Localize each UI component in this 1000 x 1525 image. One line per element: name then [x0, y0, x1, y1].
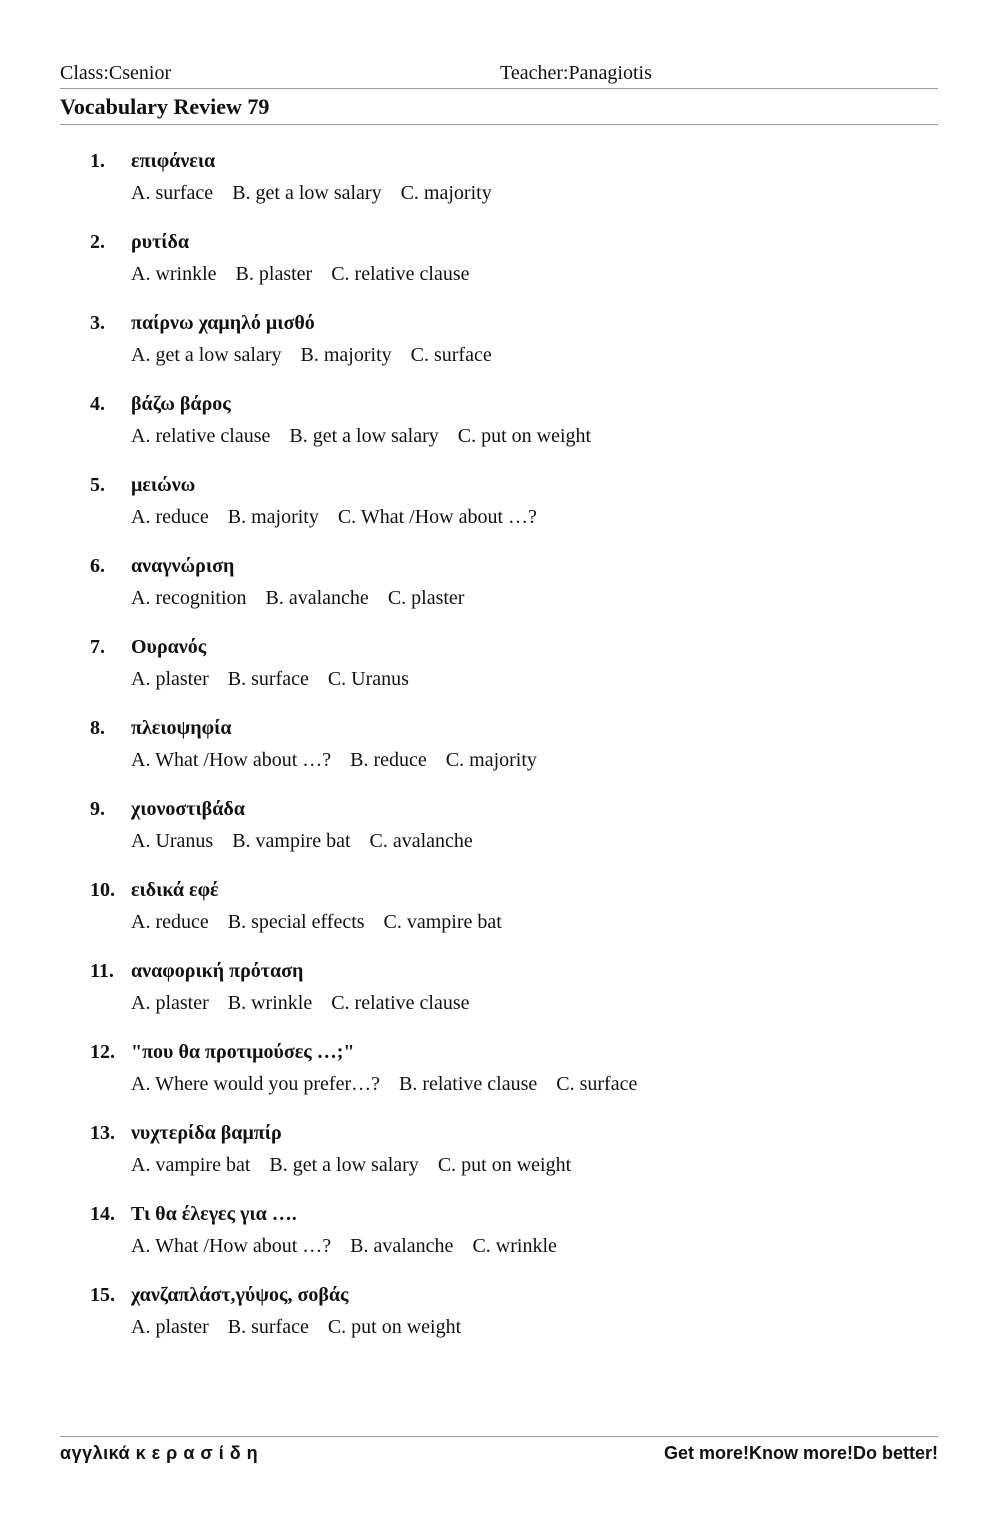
question-item [90, 636, 930, 717]
option-a[interactable]: A. plaster [131, 992, 209, 1014]
question-number: 1. [90, 150, 105, 172]
option-c[interactable]: C. What /How about …? [337, 506, 537, 528]
question-item [90, 150, 930, 231]
question-number: 11. [90, 960, 114, 982]
answer-options [131, 1154, 585, 1177]
option-a[interactable]: A. vampire bat [131, 1154, 251, 1176]
question-number: 14. [90, 1203, 115, 1225]
question-number: 6. [90, 555, 105, 577]
question-item [90, 312, 930, 393]
option-a[interactable]: A. Uranus [131, 830, 214, 852]
option-c[interactable]: C. avalanche [369, 830, 473, 852]
question-number: 9. [90, 798, 105, 820]
option-c[interactable]: C. plaster [387, 587, 465, 609]
option-c[interactable]: C. put on weight [437, 1154, 572, 1176]
option-a[interactable]: A. plaster [131, 668, 209, 690]
option-a[interactable]: A. get a low salary [131, 344, 282, 366]
option-c[interactable]: C. relative clause [331, 992, 470, 1014]
question-word: νυχτερίδα βαμπίρ [131, 1122, 282, 1144]
question-word: ρυτίδα [131, 231, 190, 253]
option-b[interactable]: B. plaster [235, 263, 313, 285]
option-b[interactable]: B. majority [227, 506, 319, 528]
question-number: 3. [90, 312, 105, 334]
option-c[interactable]: C. surface [410, 344, 492, 366]
question-item [90, 717, 930, 798]
answer-options [131, 1235, 571, 1258]
answer-options [131, 506, 551, 529]
question-word: επιφάνεια [131, 150, 216, 172]
question-word: βάζω βάρος [131, 393, 231, 415]
option-c[interactable]: C. vampire bat [383, 911, 502, 933]
answer-options [131, 992, 483, 1015]
option-a[interactable]: A. surface [131, 182, 214, 204]
option-b[interactable]: B. reduce [350, 749, 427, 771]
question-number: 15. [90, 1284, 115, 1306]
option-c[interactable]: C. put on weight [327, 1316, 462, 1338]
option-a[interactable]: A. recognition [131, 587, 247, 609]
option-a[interactable]: A. wrinkle [131, 263, 217, 285]
question-item [90, 555, 930, 636]
option-b[interactable]: B. relative clause [398, 1073, 538, 1095]
question-word: πλειοψηφία [131, 717, 232, 739]
option-b[interactable]: B. avalanche [265, 587, 369, 609]
question-item [90, 1203, 930, 1284]
question-word: ειδικά εφέ [131, 879, 219, 901]
option-b[interactable]: B. vampire bat [232, 830, 351, 852]
option-a[interactable]: A. What /How about …? [131, 749, 332, 771]
answer-options [131, 1316, 475, 1339]
option-b[interactable]: B. avalanche [350, 1235, 454, 1257]
answer-options [131, 749, 551, 772]
answer-options [131, 344, 506, 367]
question-word: Ουρανός [131, 636, 207, 658]
option-b[interactable]: B. get a low salary [269, 1154, 419, 1176]
question-item [90, 1284, 930, 1365]
question-item [90, 879, 930, 960]
option-c[interactable]: C. majority [400, 182, 492, 204]
question-number: 8. [90, 717, 105, 739]
question-item [90, 393, 930, 474]
option-b[interactable]: B. special effects [227, 911, 365, 933]
teacher-label: Teacher:Panagiotis [500, 62, 652, 84]
question-word: Τι θα έλεγες για …. [131, 1203, 297, 1225]
answer-options [131, 830, 487, 853]
question-number: 13. [90, 1122, 115, 1144]
option-c[interactable]: C. surface [556, 1073, 638, 1095]
question-list [90, 150, 930, 1365]
option-b[interactable]: B. surface [227, 668, 309, 690]
footer-slogan: Get more!Know more!Do better! [663, 1443, 938, 1463]
option-b[interactable]: B. majority [300, 344, 392, 366]
option-b[interactable]: B. wrinkle [227, 992, 313, 1014]
option-a[interactable]: A. reduce [131, 506, 209, 528]
option-a[interactable]: A. Where would you prefer…? [131, 1073, 380, 1095]
question-number: 4. [90, 393, 105, 415]
option-c[interactable]: C. majority [445, 749, 537, 771]
option-c[interactable]: C. put on weight [457, 425, 592, 447]
class-label: Class:Csenior [60, 62, 172, 84]
question-word: "που θα προτιμούσες …;" [131, 1041, 355, 1063]
answer-options [131, 587, 478, 610]
option-c[interactable]: C. wrinkle [472, 1235, 557, 1257]
question-item [90, 960, 930, 1041]
option-a[interactable]: A. What /How about …? [131, 1235, 332, 1257]
option-a[interactable]: A. relative clause [131, 425, 271, 447]
question-item [90, 474, 930, 555]
page-footer [60, 1436, 938, 1463]
answer-options [131, 668, 423, 691]
answer-options [131, 263, 483, 286]
answer-options [131, 425, 605, 448]
question-word: παίρνω χαμηλό μισθό [131, 312, 315, 334]
question-word: χανζαπλάστ,γύψος, σοβάς [131, 1284, 349, 1306]
answer-options [131, 182, 506, 205]
footer-brand: αγγλικά κ ε ρ α σ ί δ η [60, 1443, 259, 1463]
option-b[interactable]: B. get a low salary [232, 182, 382, 204]
question-number: 7. [90, 636, 105, 658]
option-c[interactable]: C. relative clause [331, 263, 470, 285]
answer-options [131, 1073, 651, 1096]
page-header [60, 62, 938, 89]
question-item [90, 231, 930, 312]
question-number: 12. [90, 1041, 115, 1063]
question-item [90, 1041, 930, 1122]
question-number: 10. [90, 879, 115, 901]
question-word: αναφορική πρόταση [131, 960, 304, 982]
question-word: μειώνω [131, 474, 196, 496]
option-b[interactable]: B. surface [227, 1316, 309, 1338]
answer-options [131, 911, 516, 934]
question-word: αναγνώριση [131, 555, 235, 577]
option-c[interactable]: C. Uranus [327, 668, 409, 690]
question-number: 5. [90, 474, 105, 496]
option-a[interactable]: A. reduce [131, 911, 209, 933]
option-b[interactable]: B. get a low salary [289, 425, 439, 447]
page-title: Vocabulary Review 79 [60, 94, 938, 125]
question-item [90, 798, 930, 879]
option-a[interactable]: A. plaster [131, 1316, 209, 1338]
question-item [90, 1122, 930, 1203]
question-number: 2. [90, 231, 105, 253]
question-word: χιονοστιβάδα [131, 798, 245, 820]
